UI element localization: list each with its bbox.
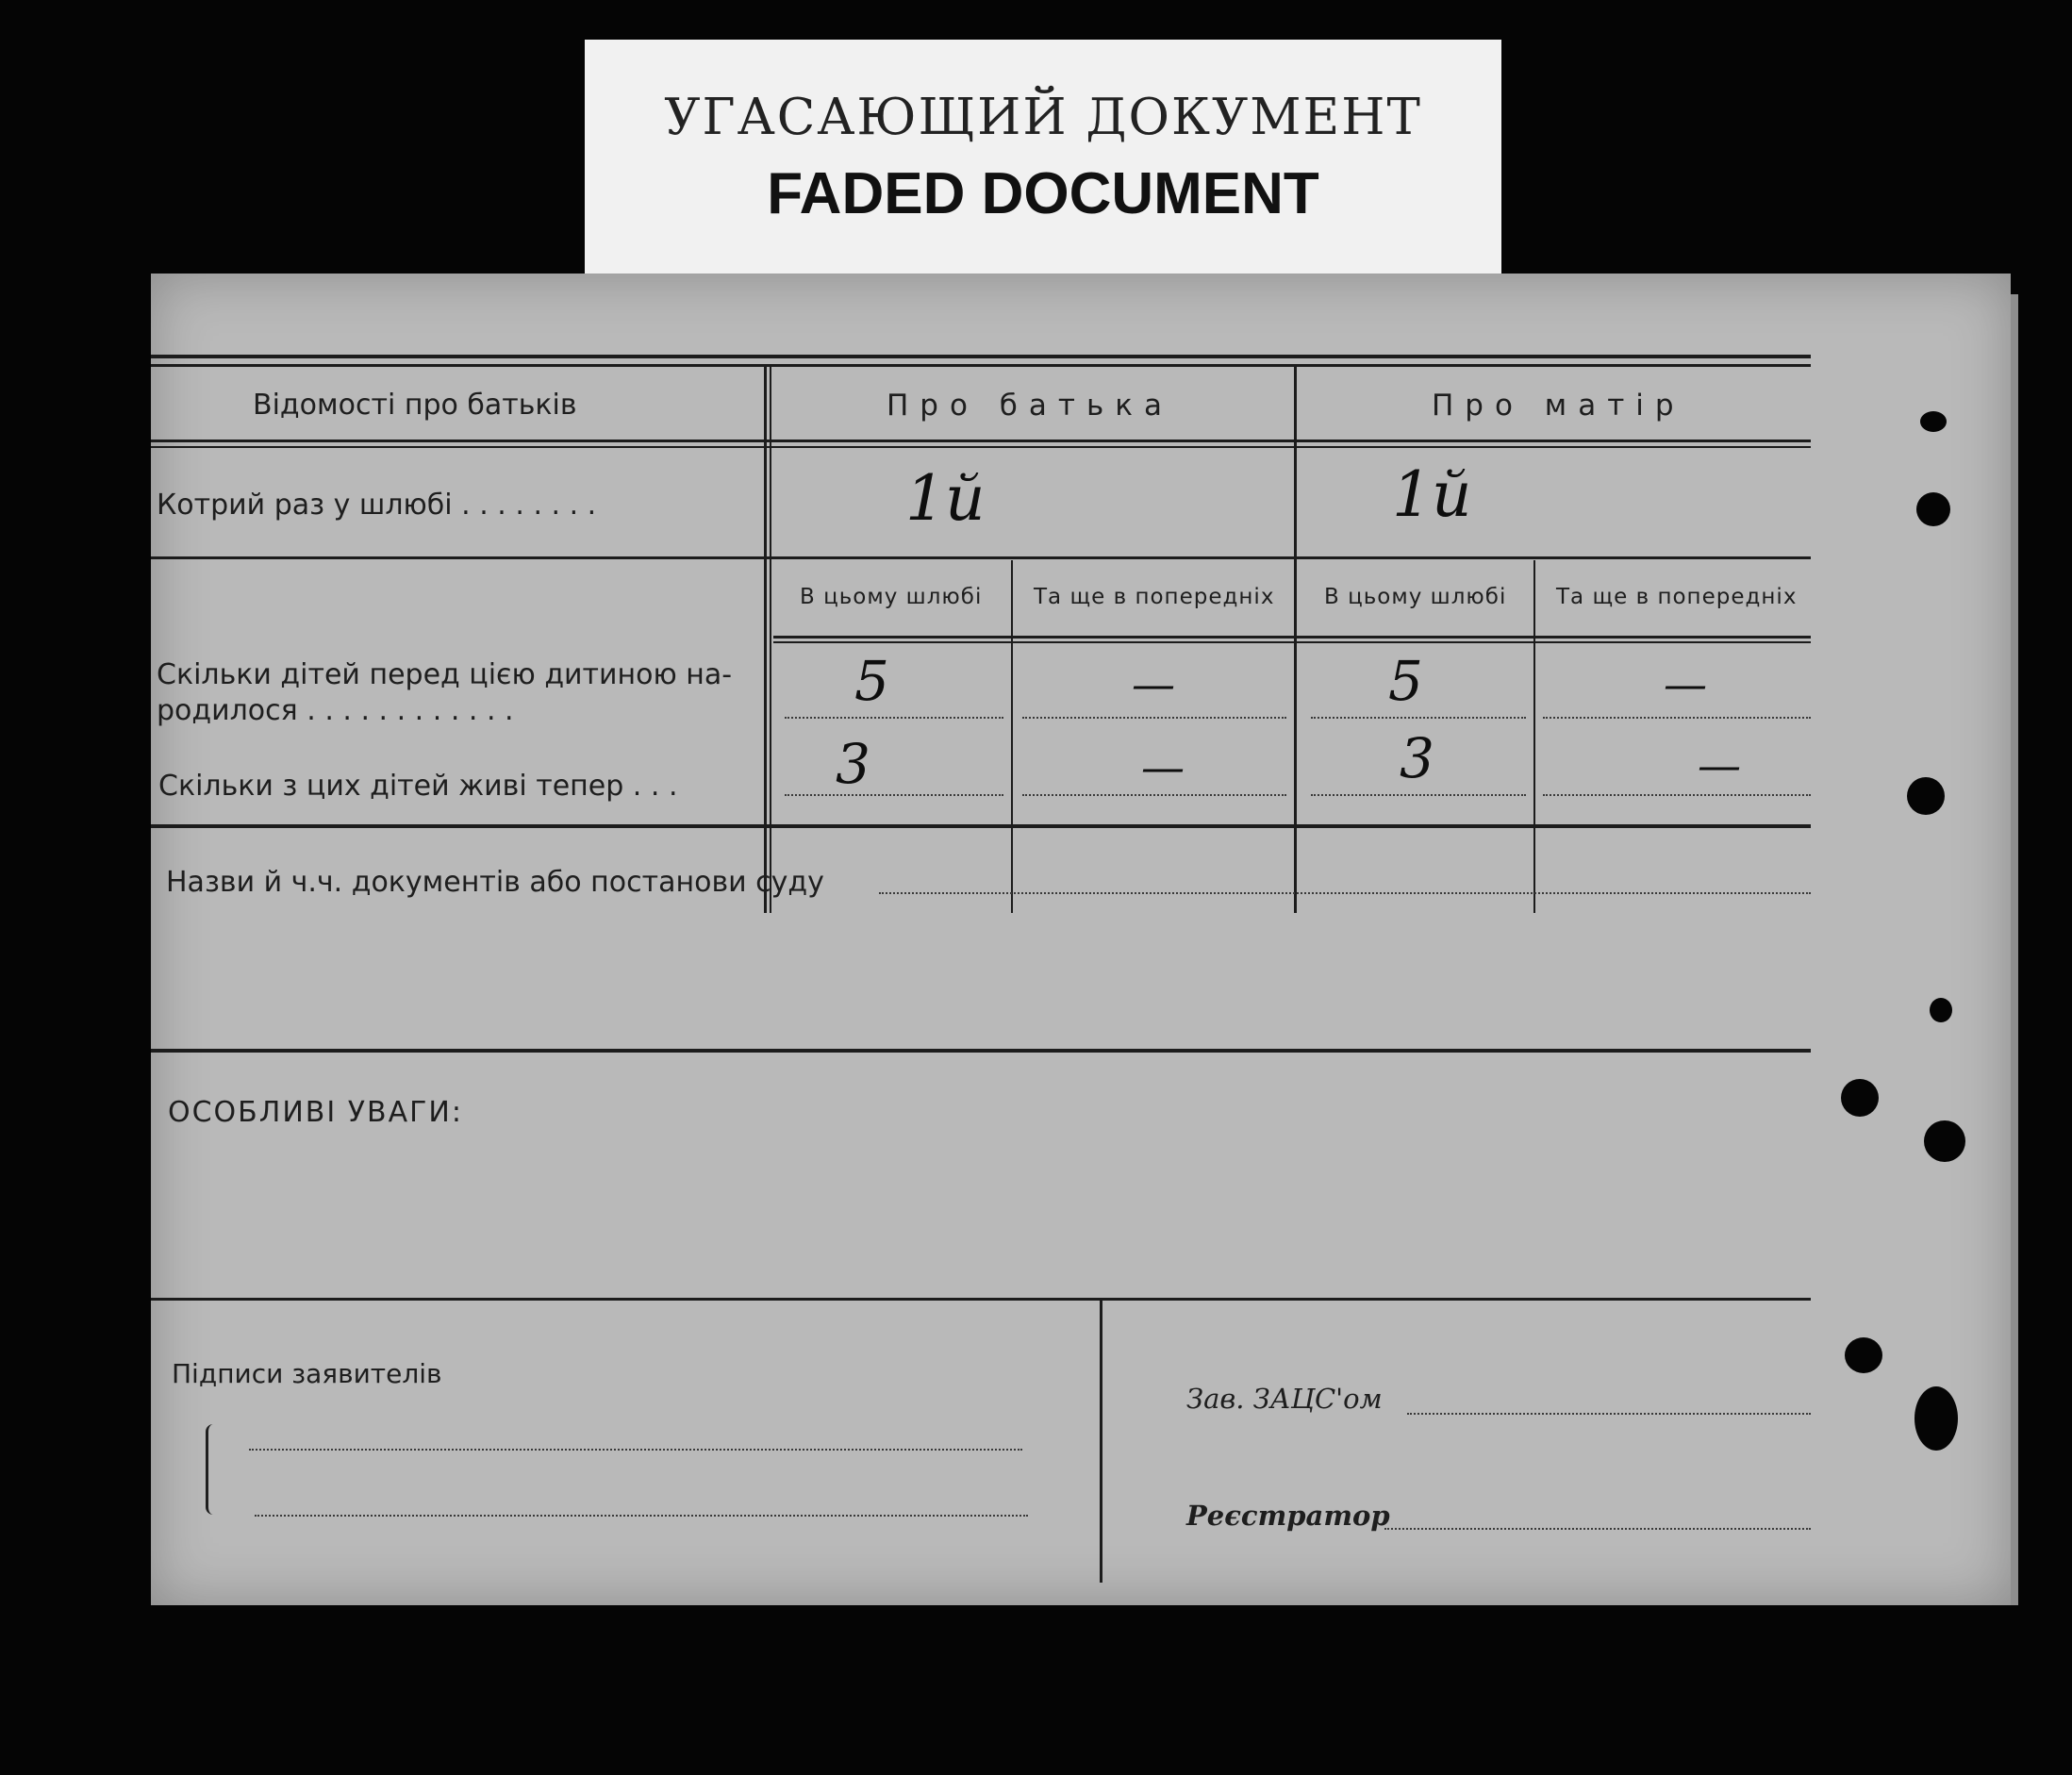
father-children-alive: 3 <box>836 732 870 796</box>
mother-previous-subheader: Та ще в попередніх <box>1556 585 1798 609</box>
registrar-label: Реєстратор <box>1186 1500 1390 1532</box>
documents-dots <box>879 892 1811 894</box>
children-born-label-line2: родилося . . . . . . . . . . . . <box>157 694 514 727</box>
punch-hole-7 <box>1915 1386 1958 1451</box>
header-bottom-rule <box>151 440 1811 442</box>
record-card <box>151 274 2011 1605</box>
zags-head-signature-line <box>1407 1413 1811 1415</box>
col-divider-label <box>764 366 767 913</box>
father-marriage-count: 1й <box>905 462 986 535</box>
mother-children-alive: 3 <box>1400 726 1434 790</box>
remarks-bottom-rule <box>151 1298 1811 1301</box>
signatures-label: Підписи заявителів <box>172 1358 442 1389</box>
parents-info-heading: Відомості про батьків <box>253 389 577 422</box>
signature-divider <box>1100 1300 1102 1583</box>
children-alive-dots-1 <box>785 794 1003 796</box>
father-sub-divider <box>1011 560 1013 913</box>
punch-hole-6 <box>1845 1337 1882 1373</box>
header-bottom-rule-2 <box>151 446 1811 448</box>
zags-head-label: Зав. ЗАЦС'ом <box>1186 1383 1383 1415</box>
applicant-signature-line-2 <box>255 1515 1028 1517</box>
documents-bottom-rule <box>151 1049 1811 1053</box>
subheader-bottom-rule-2 <box>773 641 1811 643</box>
punch-hole-3 <box>1907 777 1945 815</box>
punch-hole-4 <box>1930 998 1952 1022</box>
mother-sub-divider <box>1533 560 1535 913</box>
punch-hole-8 <box>1924 1120 1965 1162</box>
children-born-dots-1 <box>785 717 1003 719</box>
mother-marriage-count: 1й <box>1392 458 1472 531</box>
signature-brace <box>206 1424 218 1515</box>
remarks-label: ОСОБЛИВІ УВАГИ: <box>168 1096 463 1129</box>
mother-children-born-prev: — <box>1664 658 1707 709</box>
father-children-born-prev: — <box>1132 658 1175 709</box>
father-children-alive-prev: — <box>1141 741 1185 792</box>
applicant-signature-line-1 <box>249 1449 1022 1451</box>
father-children-born: 5 <box>854 649 889 713</box>
children-alive-label: Скільки з цих дітей живі тепер . . . <box>158 770 678 803</box>
children-born-label-line1: Скільки дітей перед цією дитиною на- <box>157 658 733 691</box>
children-born-dots-2 <box>1022 717 1286 719</box>
col-divider-label-2 <box>770 366 771 913</box>
punch-hole-1 <box>1920 411 1947 432</box>
col-divider-parents <box>1294 366 1297 913</box>
mother-this-marriage-subheader: В цьому шлюбі <box>1324 585 1507 609</box>
table-bottom-rule <box>151 824 1811 828</box>
children-born-dots-4 <box>1543 717 1811 719</box>
children-alive-dots-4 <box>1543 794 1811 796</box>
children-born-dots-3 <box>1311 717 1526 719</box>
documents-label: Назви й ч.ч. документів або постанови суду <box>166 866 824 899</box>
label-english: FADED DOCUMENT <box>767 161 1319 226</box>
punch-hole-5 <box>1841 1079 1879 1117</box>
about-mother-heading: Про матір <box>1432 389 1685 423</box>
faded-document-label <box>585 40 1501 283</box>
children-alive-dots-2 <box>1022 794 1286 796</box>
father-previous-subheader: Та ще в попередніх <box>1034 585 1275 609</box>
top-rule-2 <box>151 364 1811 367</box>
registrar-signature-line <box>1384 1528 1811 1530</box>
punch-hole-2 <box>1916 492 1950 526</box>
father-this-marriage-subheader: В цьому шлюбі <box>800 585 983 609</box>
marriage-count-label: Котрий раз у шлюбі . . . . . . . . <box>157 489 597 522</box>
mother-children-alive-prev: — <box>1698 739 1741 790</box>
subheader-bottom-rule <box>773 636 1811 639</box>
top-rule-1 <box>151 355 1811 358</box>
children-alive-dots-3 <box>1311 794 1526 796</box>
about-father-heading: Про батька <box>887 389 1173 423</box>
label-russian: УГАСАЮЩИЙ ДОКУМЕНТ <box>664 89 1422 146</box>
marriage-row-bottom-rule <box>151 556 1811 559</box>
mother-children-born: 5 <box>1388 649 1423 713</box>
